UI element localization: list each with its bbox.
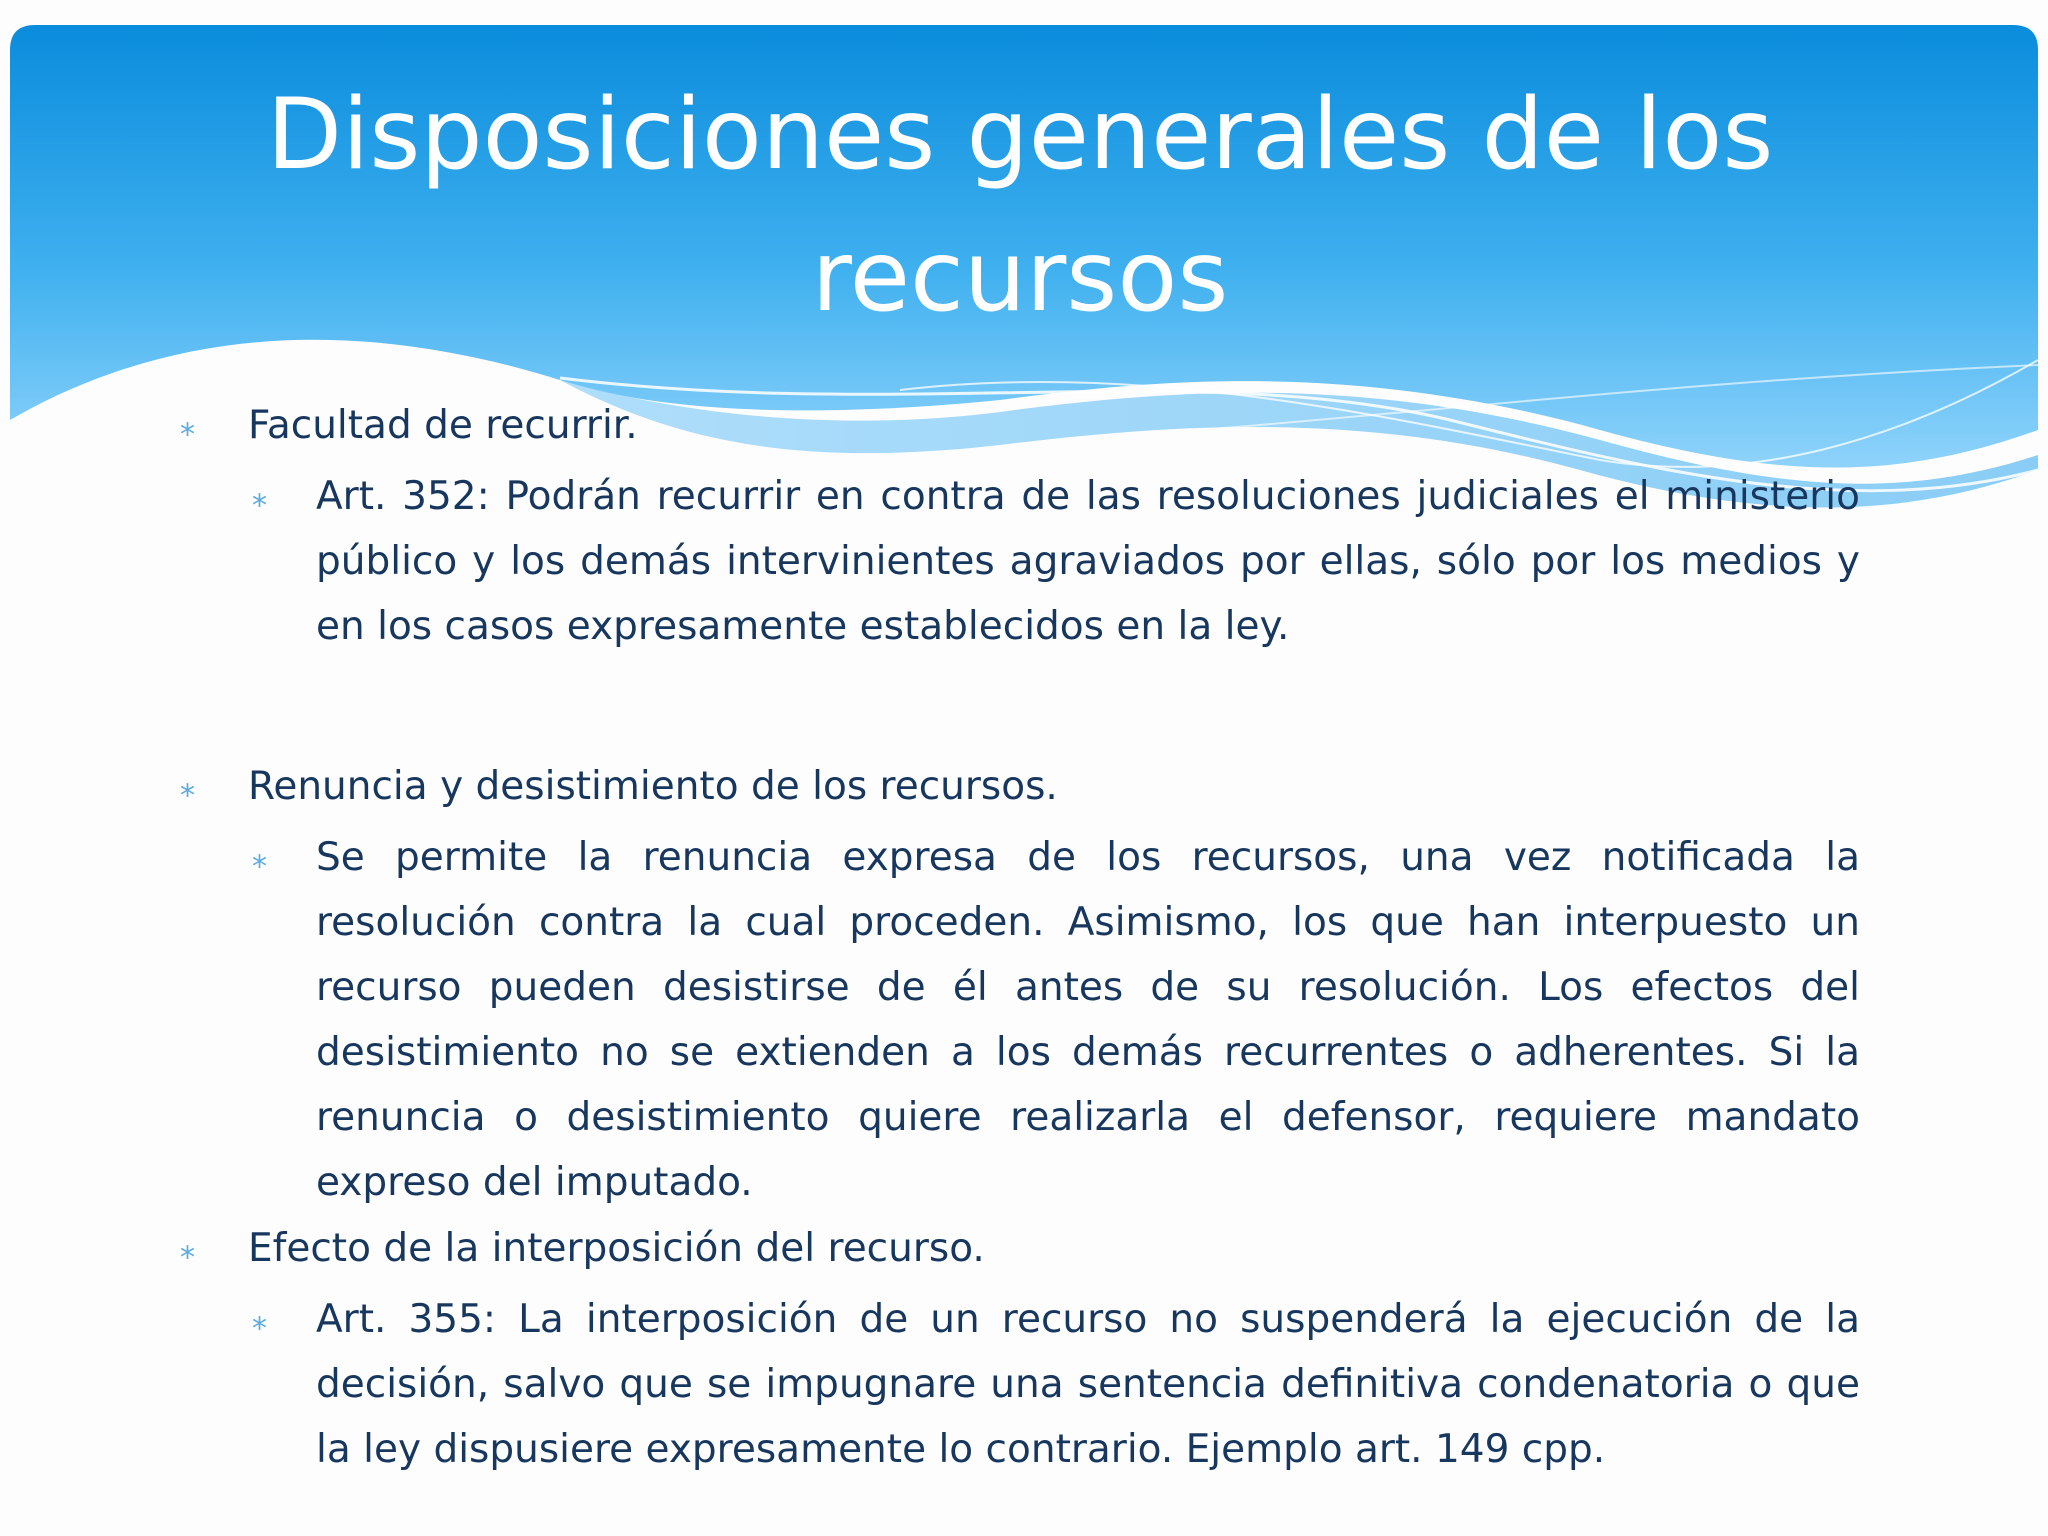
sub-bullet-icon: ⁎ (252, 1302, 267, 1337)
bullet-item-efecto (180, 1219, 1860, 1482)
bullet-heading (180, 1219, 1860, 1279)
bullet-heading (180, 757, 1860, 817)
bullet-icon: ⁎ (180, 769, 195, 804)
bullet-heading-text: Efecto de la interposición del recurso. (248, 1226, 985, 1271)
bullet-icon: ⁎ (180, 1231, 195, 1266)
sub-bullet-icon: ⁎ (252, 840, 267, 875)
bullet-heading (180, 396, 1860, 456)
sub-bullet-icon: ⁎ (252, 479, 267, 514)
sub-bullet-text: Se permite la renuncia expresa de los recursos, una vez notificada la resolución contra la cual proceden. Asimismo, los que han interpuesto un recurso pueden desistirse de él antes de su resolución. Los efectos del desistimiento no se extienden a los demás recurrentes o adherentes. Si la renuncia o desistimiento quiere realizarla el defensor, requiere mandato expreso del imputado. (316, 835, 1860, 1205)
sub-bullet (180, 1287, 1860, 1482)
bullet-item-facultad (180, 396, 1860, 659)
slide-title: Disposiciones generales de los recursos (266, 78, 1774, 334)
bullet-item-renuncia (180, 757, 1860, 1215)
sub-bullet-text: Art. 352: Podrán recurrir en contra de las resoluciones judiciales el ministerio público y los demás intervinientes agraviados por ellas, sólo por los medios y en los casos expresamente establecidos en la ley. (316, 474, 1860, 649)
bullet-heading-text: Facultad de recurrir. (248, 403, 638, 448)
slide-content (180, 396, 1860, 1482)
bullet-icon: ⁎ (180, 408, 195, 443)
sub-bullet-text: Art. 355: La interposición de un recurso no suspenderá la ejecución de la decisión, salvo que se impugnare una sentencia definitiva condenatoria o que la ley dispusiere expresamente lo contrario. Ejemplo art. 149 cpp. (316, 1297, 1860, 1472)
sub-bullet (180, 825, 1860, 1215)
bullet-heading-text: Renuncia y desistimiento de los recursos. (248, 764, 1058, 809)
sub-bullet (180, 464, 1860, 659)
